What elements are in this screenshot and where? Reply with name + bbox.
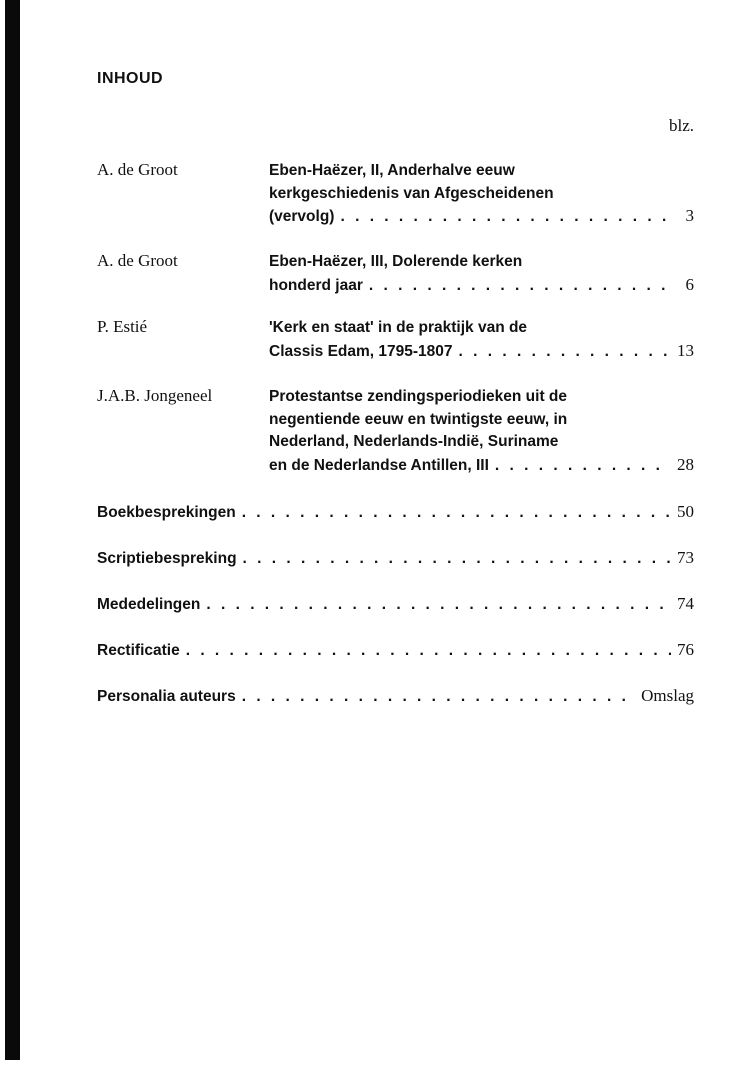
page-number: 50 [677, 502, 694, 521]
toc-section-scriptiebespreking[interactable] [97, 548, 694, 568]
dot-leader [340, 206, 674, 229]
section-title: Mededelingen [97, 596, 201, 613]
page-number: Omslag [641, 686, 694, 705]
page-title: INHOUD [97, 70, 164, 87]
dot-leader [369, 275, 674, 298]
page-number: 73 [677, 548, 694, 567]
title-line: honderd jaar [269, 276, 363, 294]
entry-author: A. de Groot [97, 251, 178, 270]
toc-section-personalia-auteurs[interactable] [97, 686, 694, 706]
page-number: 28 [677, 454, 694, 474]
title-line: kerkgeschiedenis van Afgescheidenen [269, 184, 554, 202]
entry-author: A. de Groot [97, 160, 178, 179]
title-line: en de Nederlandse Antillen, III [269, 456, 489, 474]
binding-edge [5, 0, 20, 1060]
section-title: Rectificatie [97, 642, 180, 659]
title-line: Nederland, Nederlands-Indië, Suriname [269, 433, 559, 450]
dot-leader [242, 688, 635, 706]
title-line: 'Kerk en staat' in de praktijk van de [269, 319, 528, 336]
dot-leader [459, 341, 671, 364]
section-title: Boekbesprekingen [97, 504, 236, 521]
dot-leader [243, 550, 671, 568]
dot-leader [495, 455, 671, 478]
page-number: 3 [685, 206, 694, 225]
title-line: Eben-Haëzer, II, Anderhalve eeuw [269, 162, 515, 179]
dot-leader [242, 504, 671, 522]
entry-title [269, 160, 694, 229]
toc-section-boekbesprekingen[interactable] [97, 502, 694, 522]
page-number: 74 [677, 594, 694, 613]
toc-section-mededelingen[interactable] [97, 594, 694, 614]
dot-leader [206, 596, 671, 614]
title-line: Classis Edam, 1795-1807 [269, 342, 453, 360]
section-title: Personalia auteurs [97, 688, 236, 705]
page-number: 6 [685, 274, 694, 294]
section-title: Scriptiebespreking [97, 550, 237, 567]
page-number: 13 [677, 340, 694, 360]
entry-title [269, 386, 694, 477]
page-column-label: blz. [668, 116, 694, 135]
title-line: (vervolg) [269, 208, 335, 225]
title-line: negentiende eeuw en twintigste eeuw, in [269, 410, 568, 428]
title-line: Eben-Haëzer, III, Dolerende kerken [269, 253, 523, 270]
entry-title [269, 251, 694, 297]
entry-author: P. Estié [97, 317, 148, 336]
title-line: Protestantse zendingsperiodieken uit de [269, 388, 568, 405]
entry-author: J.A.B. Jongeneel [97, 386, 213, 405]
page-number: 76 [677, 640, 694, 659]
dot-leader [186, 642, 671, 660]
entry-title [269, 317, 694, 363]
toc-section-rectificatie[interactable] [97, 640, 694, 660]
